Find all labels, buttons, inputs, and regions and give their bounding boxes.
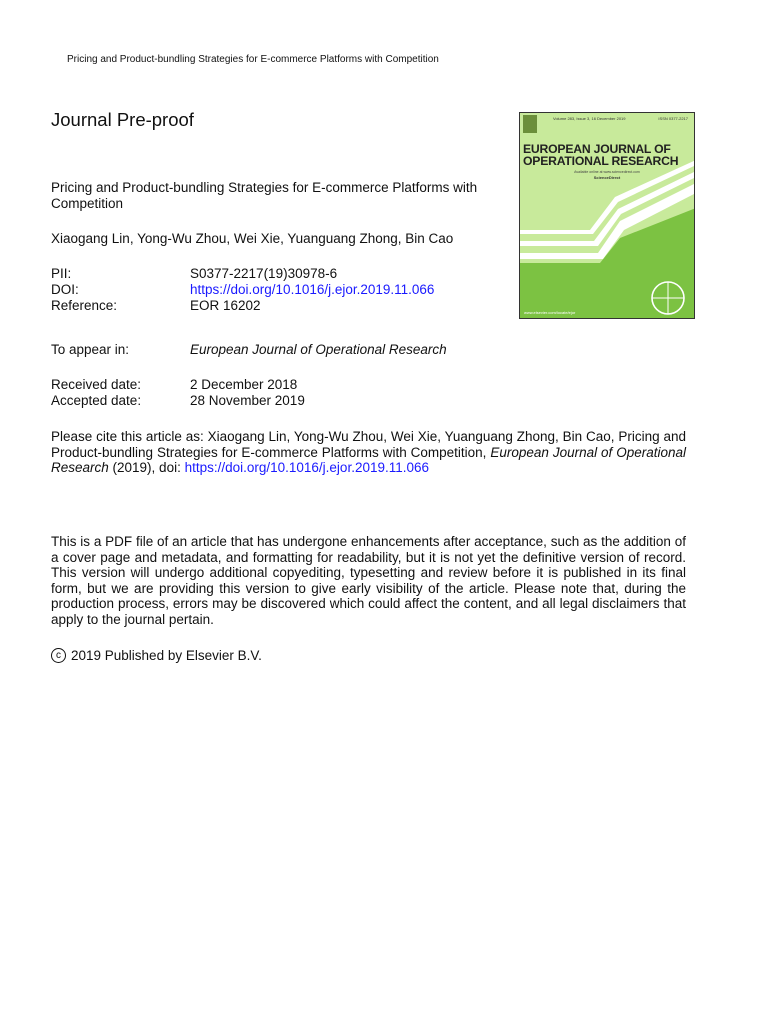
received-label: Received date: bbox=[51, 377, 142, 392]
pre-proof-title: Journal Pre-proof bbox=[51, 109, 194, 130]
copyright-line bbox=[51, 648, 262, 663]
dates-block bbox=[51, 377, 305, 409]
doi-label: DOI: bbox=[51, 282, 79, 297]
running-header: Pricing and Product-bundling Strategies for E-commerce Platforms with Competition bbox=[67, 54, 439, 65]
cover-url: www.elsevier.com/locate/ejor bbox=[524, 310, 576, 315]
pii-value: S0377-2217(19)30978-6 bbox=[190, 266, 338, 281]
reference-label: Reference: bbox=[51, 298, 118, 313]
cover-journal-line2: OPERATIONAL RESEARCH bbox=[523, 154, 679, 168]
journal-cover bbox=[519, 112, 695, 319]
received-value: 2 December 2018 bbox=[190, 377, 298, 392]
cover-journal-name bbox=[523, 143, 695, 167]
cover-volume: Volume 283, Issue 3, 16 December 2019 bbox=[553, 116, 626, 121]
cover-journal-line1: EUROPEAN JOURNAL OF bbox=[523, 142, 671, 156]
cover-available: Available online at www.sciencedirect.com bbox=[574, 170, 640, 174]
appear-block bbox=[51, 342, 447, 358]
copyright-text: 2019 Published by Elsevier B.V. bbox=[71, 648, 262, 663]
appear-label: To appear in: bbox=[51, 342, 130, 357]
cite-prefix: Please cite this article as: Xiaogang Lin, Yong-Wu Zhou, Wei Xie, Yuanguang Zhong, Bin Cao, Pricing and Product-bundling Strategies for E-commerce Platforms with Competition, bbox=[51, 429, 686, 460]
cite-doi-link[interactable]: https://doi.org/10.1016/j.ejor.2019.11.066 bbox=[184, 460, 430, 476]
article-title: Pricing and Product-bundling Strategies for E-commerce Platforms with Competition bbox=[51, 180, 478, 211]
disclaimer-paragraph: This is a PDF file of an article that has undergone enhancements after acceptance, such as the addition of a cover page and metadata, and formatting for readability, but it is not yet the definitive version of record. This version will undergo additional copyediting, typesetting and review before it is published in its final form, but we are providing this version to give early visibility of the article. Please note that, during the production process, errors may be discovered which could affect the content, and all legal disclaimers that apply to the journal pertain. bbox=[51, 534, 686, 627]
copyright-icon: c bbox=[51, 648, 66, 663]
reference-value: EOR 16202 bbox=[190, 298, 261, 313]
accepted-label: Accepted date: bbox=[51, 393, 142, 408]
authors: Xiaogang Lin, Yong-Wu Zhou, Wei Xie, Yuanguang Zhong, Bin Cao bbox=[51, 231, 454, 246]
elsevier-logo-icon bbox=[523, 115, 537, 133]
doi-link[interactable]: https://doi.org/10.1016/j.ejor.2019.11.066 bbox=[190, 282, 435, 297]
pii-label: PII: bbox=[51, 266, 72, 281]
accepted-value: 28 November 2019 bbox=[190, 393, 305, 408]
identifiers-block bbox=[51, 266, 434, 314]
cover-issn: ISSN 0377-2217 bbox=[658, 116, 688, 121]
cite-journal: European Journal of Operational Research bbox=[51, 444, 686, 476]
cover-sciencedirect: ScienceDirect bbox=[593, 175, 621, 180]
appear-journal: European Journal of Operational Research bbox=[190, 342, 447, 357]
cite-year: (2019), doi: bbox=[108, 460, 185, 476]
citation-paragraph bbox=[51, 429, 686, 476]
